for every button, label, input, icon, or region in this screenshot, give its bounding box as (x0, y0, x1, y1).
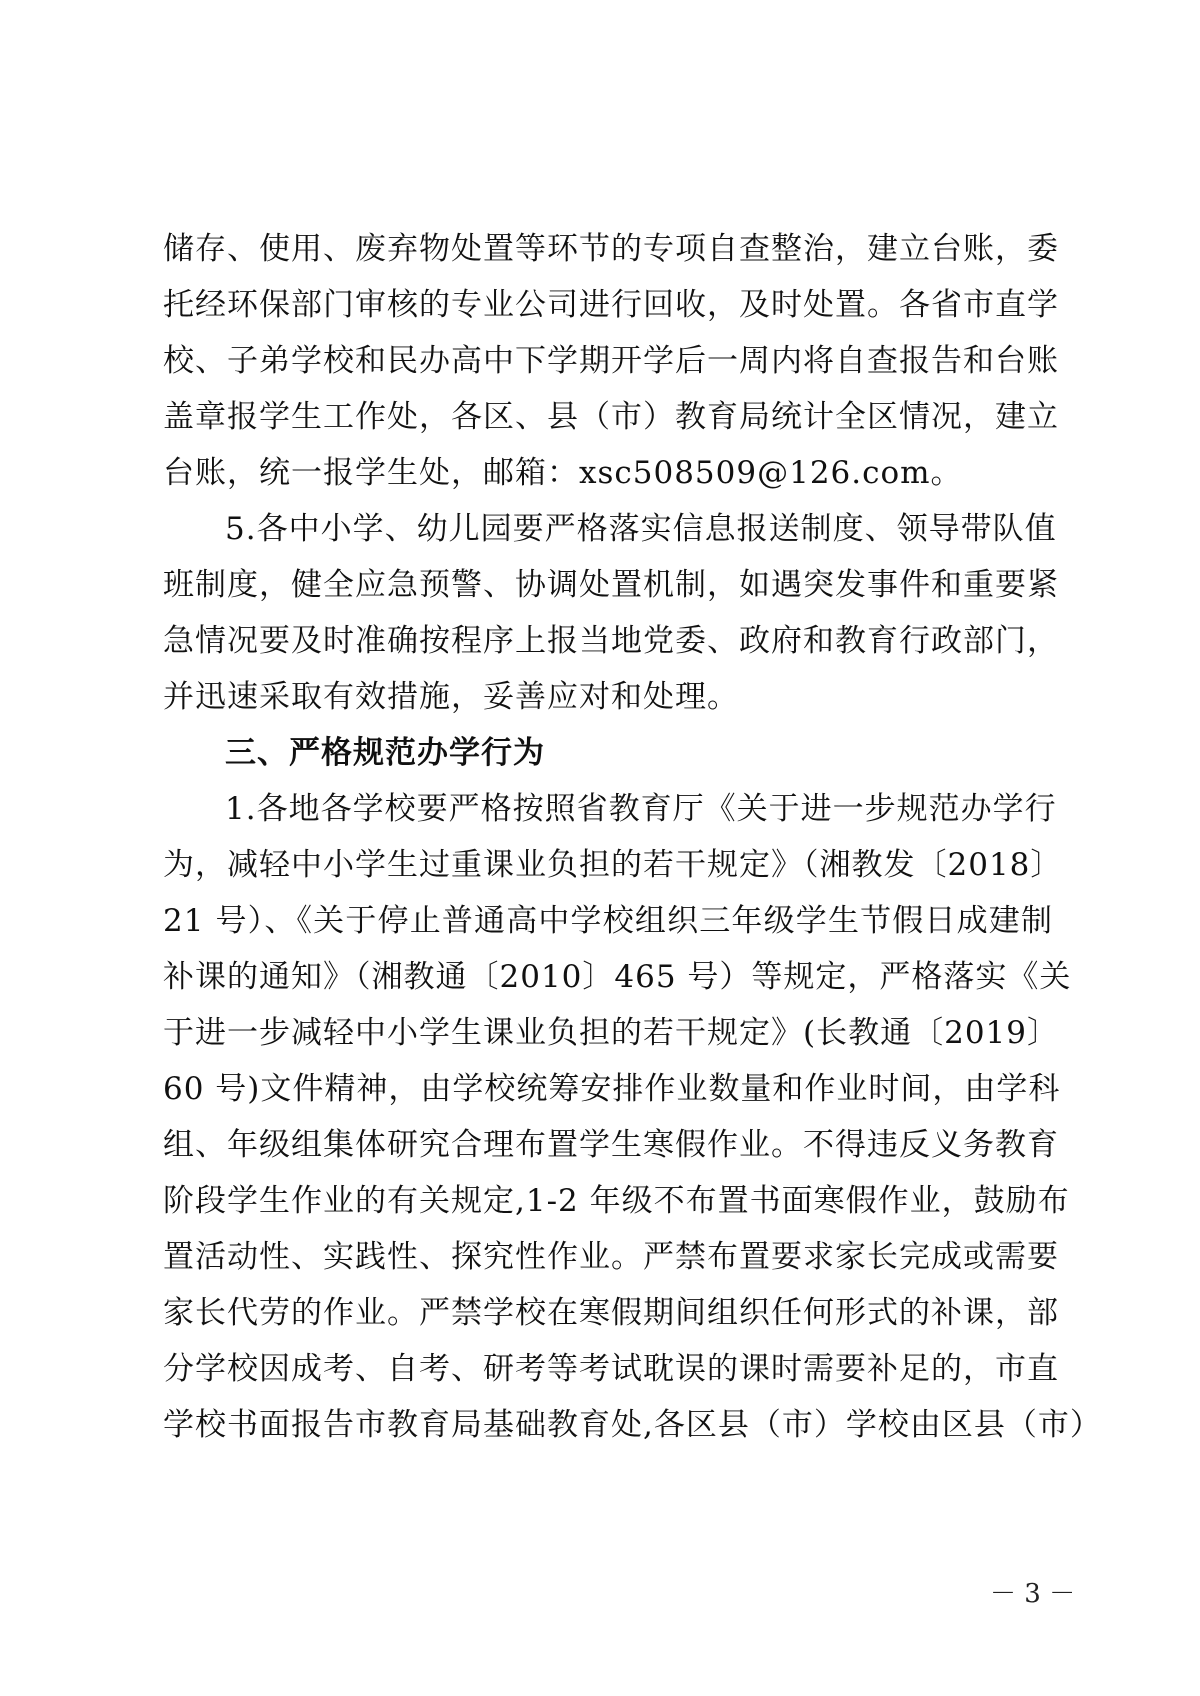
text-line-6: 5.各中小学、幼儿园要严格落实信息报送制度、领导带队值 (225, 511, 1057, 547)
text-line-15: 于进一步减轻中小学生课业负担的若干规定》(长教通〔2019〕 (163, 1015, 1059, 1051)
text-line-22: 学校书面报告市教育局基础教育处,各区县（市）学校由区县（市） (163, 1407, 1102, 1443)
page-number: － 3 － (990, 1579, 1076, 1609)
text-line-7: 班制度，健全应急预警、协调处置机制，如遇突发事件和重要紧 (163, 567, 1059, 603)
text-line-2: 托经环保部门审核的专业公司进行回收，及时处置。各省市直学 (163, 287, 1059, 323)
text-line-14: 补课的通知》（湘教通〔2010〕465 号）等规定，严格落实《关 (163, 959, 1072, 995)
section-heading: 三、严格规范办学行为 (225, 735, 545, 771)
text-line-19: 置活动性、实践性、探究性作业。严禁布置要求家长完成或需要 (163, 1239, 1059, 1275)
text-line-8: 急情况要及时准确按程序上报当地党委、政府和教育行政部门， (163, 623, 1059, 659)
text-line-16: 60 号)文件精神，由学校统筹安排作业数量和作业时间，由学科 (163, 1071, 1061, 1107)
text-line-21: 分学校因成考、自考、研考等考试耽误的课时需要补足的，市直 (163, 1351, 1059, 1387)
text-line-13: 21 号）、《关于停止普通高中学校组织三年级学生节假日成建制 (163, 903, 1053, 939)
text-line-5: 台账，统一报学生处，邮箱：xsc508509@126.com。 (163, 455, 963, 491)
text-line-18: 阶段学生作业的有关规定,1-2 年级不布置书面寒假作业，鼓励布 (163, 1183, 1070, 1219)
text-line-11: 1.各地各学校要严格按照省教育厅《关于进一步规范办学行 (225, 791, 1057, 827)
text-line-1: 储存、使用、废弃物处置等环节的专项自查整治，建立台账，委 (163, 231, 1059, 267)
text-line-17: 组、年级组集体研究合理布置学生寒假作业。不得违反义务教育 (163, 1127, 1059, 1163)
text-line-4: 盖章报学生工作处，各区、县（市）教育局统计全区情况，建立 (163, 399, 1059, 435)
text-line-12: 为，减轻中小学生过重课业负担的若干规定》（湘教发〔2018〕 (163, 847, 1063, 883)
text-line-9: 并迅速采取有效措施，妥善应对和处理。 (163, 679, 739, 715)
text-line-20: 家长代劳的作业。严禁学校在寒假期间组织任何形式的补课，部 (163, 1295, 1059, 1331)
text-line-3: 校、子弟学校和民办高中下学期开学后一周内将自查报告和台账 (163, 343, 1059, 379)
